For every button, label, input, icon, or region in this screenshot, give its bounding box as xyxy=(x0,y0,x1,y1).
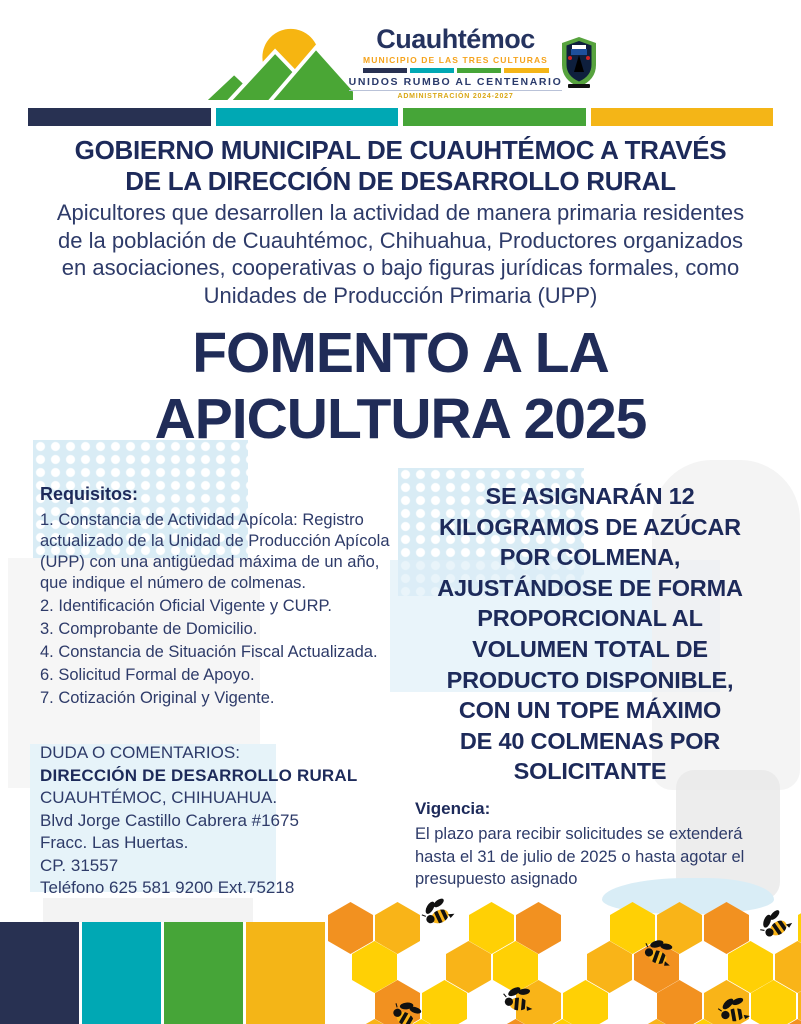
validity-heading: Vigencia: xyxy=(415,799,491,818)
validity-text: El plazo para recibir solicitudes se extenderá hasta el 31 de julio de 2025 o hasta agotar el presupuesto asignado xyxy=(415,825,745,888)
requirements-list xyxy=(40,510,392,709)
hexagon-cell xyxy=(775,1019,801,1024)
contact-line: CUAUHTÉMOC, CHIHUAHUA. xyxy=(40,788,278,807)
allocation-statement xyxy=(398,481,782,787)
block-teal xyxy=(82,922,161,1024)
allocation-line: VOLUMEN TOTAL DE xyxy=(472,635,708,662)
color-stripe xyxy=(28,108,773,126)
hexagon-cell xyxy=(540,1019,585,1024)
requirement-item: 1. Constancia de Actividad Apícola: Registro actualizado de la Unidad de Producción Apícola (UPP) con una antigüedad máxima de un año, que indique el número de colmenas. xyxy=(40,511,390,592)
background-panel-bottom xyxy=(43,898,253,922)
government-heading xyxy=(0,135,801,197)
allocation-line: DE 40 COLMENAS POR xyxy=(459,727,721,754)
contact-lines xyxy=(40,787,370,900)
logo-administration: ADMINISTRACIÓN 2024-2027 xyxy=(397,93,514,100)
stripe-green xyxy=(403,108,586,126)
bee-icon xyxy=(499,983,538,1018)
contact-line: Teléfono 625 581 9200 Ext.75218 xyxy=(40,878,295,897)
program-title xyxy=(0,320,801,452)
logo-subtitle: MUNICIPIO DE LAS TRES CULTURAS xyxy=(363,55,548,65)
allocation-line: POR COLMENA, xyxy=(499,544,681,571)
logo-motto: UNIDOS RUMBO AL CENTENARIO xyxy=(349,76,563,91)
stripe-teal xyxy=(216,108,399,126)
contact-section xyxy=(40,742,370,900)
mountains-sun-logo-icon xyxy=(203,24,353,102)
hexagon-cell xyxy=(634,1019,679,1024)
logo-city-name: Cuauhtémoc xyxy=(376,24,535,54)
hexagon-cell xyxy=(493,1019,538,1024)
stripe-navy xyxy=(28,108,211,126)
requirement-item: 4. Constancia de Situación Fiscal Actualizada. xyxy=(40,643,378,661)
contact-heading: DUDA O COMENTARIOS: xyxy=(40,743,240,762)
requirement-item: 2. Identificación Oficial Vigente y CURP. xyxy=(40,597,332,615)
stripe-yellow xyxy=(591,108,774,126)
allocation-line: KILOGRAMOS DE AZÚCAR xyxy=(439,513,741,540)
program-title-line1: FOMENTO A LA xyxy=(192,321,609,385)
allocation-line: SOLICITANTE xyxy=(513,758,667,785)
bottom-color-blocks xyxy=(0,922,325,1024)
municipal-logo xyxy=(0,24,801,102)
contact-line: Fracc. Las Huertas. xyxy=(40,833,189,852)
intro-line: Unidades de Producción Primaria (UPP) xyxy=(203,282,598,308)
validity-section xyxy=(415,799,750,891)
contact-line: Blvd Jorge Castillo Cabrera #1675 xyxy=(40,810,299,830)
intro-line: de la población de Cuauhtémoc, Chihuahua, Productores organizados xyxy=(58,227,743,253)
government-heading-line2: DE LA DIRECCIÓN DE DESARROLLO RURAL xyxy=(125,166,676,196)
intro-paragraph xyxy=(20,199,781,309)
intro-line: en asociaciones, cooperativas o bajo figuras jurídicas formales, como xyxy=(61,255,740,280)
block-navy xyxy=(0,922,79,1024)
allocation-line: PRODUCTO DISPONIBLE, xyxy=(446,666,734,693)
program-title-line2: APICULTURA 2025 xyxy=(154,387,647,451)
requirements-heading: Requisitos: xyxy=(40,484,139,504)
allocation-line: CON UN TOPE MÁXIMO xyxy=(458,697,722,724)
government-heading-line1: GOBIERNO MUNICIPAL DE CUAUHTÉMOC A TRAVÉS xyxy=(74,135,727,165)
requirement-item: 6. Solicitud Formal de Apoyo. xyxy=(40,666,255,684)
municipal-crest-icon xyxy=(559,36,599,90)
allocation-line: PROPORCIONAL AL xyxy=(477,605,703,632)
requirements-section xyxy=(40,484,392,711)
bee-icon xyxy=(713,993,754,1024)
allocation-line: SE ASIGNARÁN 12 xyxy=(485,483,695,509)
block-green xyxy=(164,922,243,1024)
allocation-line: AJUSTÁNDOSE DE FORMA xyxy=(437,574,743,601)
block-yellow xyxy=(246,922,325,1024)
requirement-item: 3. Comprobante de Domicilio. xyxy=(40,620,258,638)
logo-color-bars xyxy=(363,68,549,73)
contact-line: CP. 31557 xyxy=(40,855,119,875)
requirement-item: 7. Cotización Original y Vigente. xyxy=(40,689,275,707)
intro-line: Apicultores que desarrollen la actividad de manera primaria residentes xyxy=(56,200,745,225)
contact-department: DIRECCIÓN DE DESARROLLO RURAL xyxy=(40,765,358,785)
